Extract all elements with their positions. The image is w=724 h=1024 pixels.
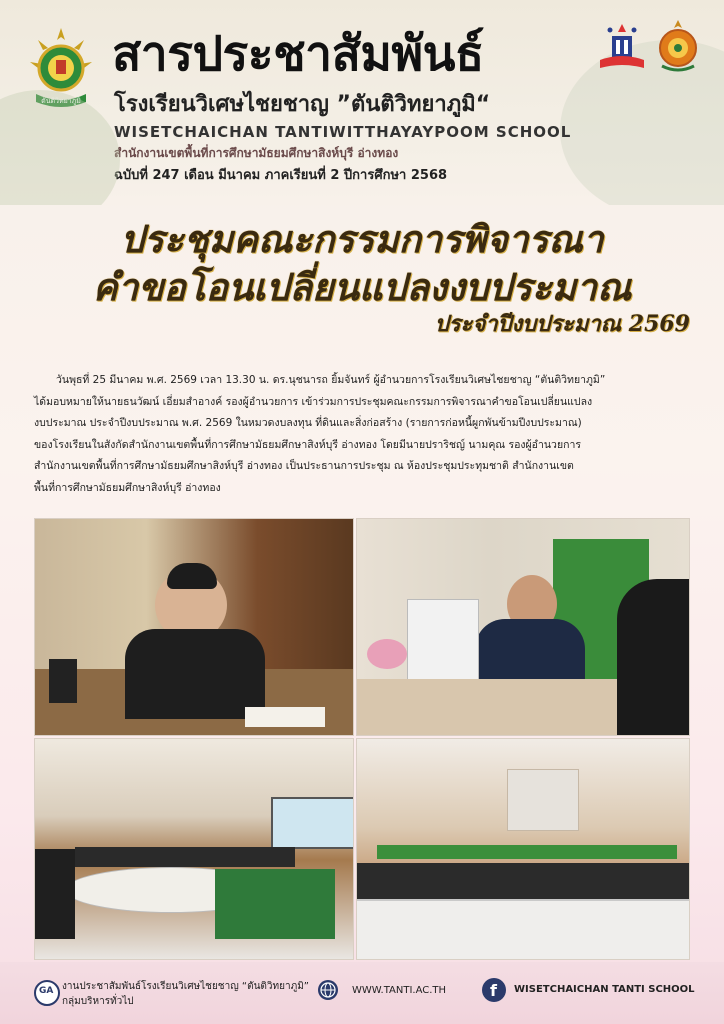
body-line: สำนักงานเขตพื้นที่การศึกษามัธยมศึกษาสิงห์บุรี อ่างทอง เป็นประธานการประชุม ณ ห้องประชุมประทุมชาติ สำนักงานเขต <box>34 460 574 472</box>
headline-line-3: ประจำปีงบประมาณ 2569 <box>434 311 690 337</box>
school-emblem-icon <box>26 26 96 112</box>
globe-icon <box>318 980 338 1000</box>
headline-line-2: คำขอโอนเปลี่ยนแปลงงบประมาณ <box>92 265 632 309</box>
body-line: ได้มอบหมายให้นายธนวัฒน์ เอี่ยมสำอางค์ รองผู้อำนวยการ เข้าร่วมการประชุมคณะกรรมการพิจารณาคำขอโอนเปลี่ยนแปลง <box>34 395 593 408</box>
publication-title: สารประชาสัมพันธ์ <box>112 26 484 82</box>
ga-icon: GA <box>34 980 60 1006</box>
footer-unit-line-1: งานประชาสัมพันธ์โรงเรียนวิเศษไชยชาญ “ตันติวิทยาภูมิ” <box>62 981 309 992</box>
body-line: พื้นที่การศึกษามัธยมศึกษาสิงห์บุรี อ่างทอง <box>34 481 221 494</box>
headline-line-1: ประชุมคณะกรรมการพิจารณา <box>120 217 604 261</box>
photo-meeting-vice-director <box>34 518 354 736</box>
svg-text:ตันติวิทยาภูมิ: ตันติวิทยาภูมิ <box>41 97 81 105</box>
footer-bar <box>0 962 724 1024</box>
photo-meeting-room-wide <box>34 738 354 960</box>
body-line: งบประมาณ ประจำปีงบประมาณ พ.ศ. 2569 ในหมวดงบลงทุน ที่ดินและสิ่งก่อสร้าง (รายการก่อหนี้ผูกพันข้ามปีงบประมาณ) <box>34 417 582 429</box>
photo-meeting-chairperson <box>356 518 690 736</box>
office-name: สำนักงานเขตพื้นที่การศึกษามัธยมศึกษาสิงห์บุรี อ่างทอง <box>114 146 399 160</box>
crest-icon <box>596 22 648 72</box>
ministry-emblem-icon <box>656 18 700 74</box>
footer-unit-line-2: กลุ่มบริหารทั่วไป <box>62 996 134 1007</box>
footer-facebook-link[interactable]: WISETCHAICHAN TANTI SCHOOL <box>514 984 695 995</box>
body-line: ของโรงเรียนในสังกัดสำนักงานเขตพื้นที่การศึกษามัธยมศึกษาสิงห์บุรี อ่างทอง โดยมีนายปราริชญ์ นามคุณ รองผู้อำนวยการ <box>34 438 581 451</box>
header-banner <box>0 0 724 205</box>
footer-website-link[interactable]: WWW.TANTI.AC.TH <box>352 985 447 996</box>
school-name-english: WISETCHAICHAN TANTIWITTHAYAYPOOM SCHOOL <box>114 123 572 141</box>
body-line: วันพุธที่ 25 มีนาคม พ.ศ. 2569 เวลา 13.30 น. ดร.นุชนารถ ยิ้มจันทร์ ผู้อำนวยการโรงเรียนวิเศษไชยชาญ “ตันติวิทยาภูมิ” <box>56 374 606 386</box>
facebook-icon: f <box>482 978 506 1002</box>
article-body <box>34 370 692 499</box>
issue-info: ฉบับที่ 247 เดือน มีนาคม ภาคเรียนที่ 2 ปีการศึกษา 2568 <box>114 168 448 183</box>
photo-meeting-attendees <box>356 738 690 960</box>
school-name-thai: โรงเรียนวิเศษไชยชาญ ”ตันติวิทยาภูมิ“ <box>114 92 491 117</box>
